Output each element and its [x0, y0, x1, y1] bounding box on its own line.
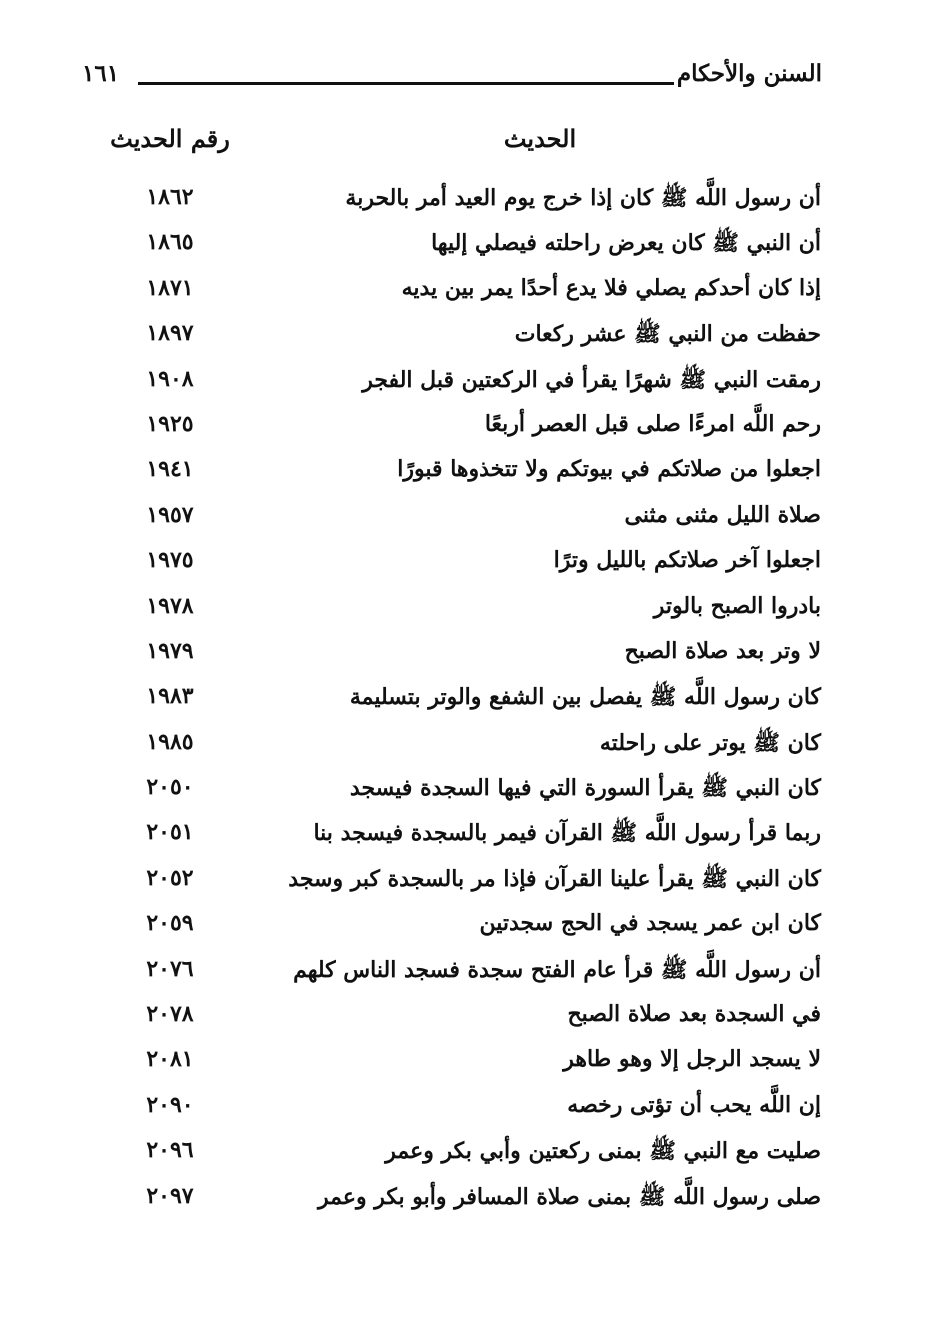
running-title: السنن والأحكام: [676, 60, 822, 87]
page-number: ١٦١: [82, 60, 120, 87]
table-row: [0, 723, 925, 768]
hadith-text: أن رسول اللَّه ﷺ قرأ عام الفتح سجدة فسجد الناس كلهم: [293, 956, 821, 983]
table-row: [0, 269, 925, 314]
hadith-text: في السجدة بعد صلاة الصبح: [567, 1001, 821, 1028]
hadith-text: حفظت من النبي ﷺ عشر ركعات: [514, 321, 821, 348]
column-header-hadith: الحديث: [503, 124, 577, 153]
table-row: [0, 450, 925, 495]
table-row: [0, 950, 925, 995]
hadith-text: كان النبي ﷺ يقرأ السورة التي فيها السجدة فيسجد: [349, 775, 821, 802]
hadith-number: ١٩٧٩: [146, 637, 194, 664]
hadith-text: أن النبي ﷺ كان يعرض راحلته فيصلي إليها: [431, 230, 821, 257]
column-header-number: رقم الحديث: [110, 124, 230, 153]
table-row: [0, 178, 925, 223]
hadith-number: ١٩٤١: [146, 456, 194, 483]
hadith-text: كان النبي ﷺ يقرأ علينا القرآن فإذا مر بالسجدة كبر وسجد: [288, 865, 821, 892]
table-row: [0, 1131, 925, 1176]
table-row: [0, 1177, 925, 1222]
hadith-number: ١٩٢٥: [146, 410, 194, 437]
table-row: [0, 1040, 925, 1085]
hadith-number: ٢٠٨١: [146, 1046, 194, 1073]
hadith-number: ٢٠٧٨: [146, 1001, 194, 1028]
hadith-text: كان ابن عمر يسجد في الحج سجدتين: [479, 910, 821, 937]
table-row: [0, 541, 925, 586]
hadith-number: ١٩٠٨: [146, 365, 194, 392]
hadith-text: أن رسول اللَّه ﷺ كان إذا خرج يوم العيد أمر بالحربة: [345, 185, 821, 211]
hadith-number: ٢٠٧٦: [146, 955, 194, 982]
table-row: [0, 223, 925, 268]
hadith-number: ٢٠٥٠: [146, 774, 194, 801]
hadith-text: صلاة الليل مثنى مثنى: [624, 501, 821, 528]
hadith-number: ٢٠٥٢: [146, 864, 194, 891]
hadith-number: ٢٠٩٧: [146, 1182, 194, 1209]
hadith-text: إن اللَّه يحب أن تؤتى رخصه: [567, 1091, 821, 1118]
hadith-text: رحم اللَّه امرءًا صلى قبل العصر أربعًا: [484, 410, 821, 437]
hadith-number: ٢٠٥١: [146, 819, 194, 846]
hadith-text: رمقت النبي ﷺ شهرًا يقرأ في الركعتين قبل الفجر: [362, 366, 821, 393]
running-header: [82, 58, 822, 98]
hadith-text: اجعلوا من صلاتكم في بيوتكم ولا تتخذوها قبورًا: [397, 456, 821, 483]
table-row: [0, 904, 925, 949]
hadith-number: ١٩٨٥: [146, 728, 194, 755]
hadith-number: ٢٠٩٠: [146, 1091, 194, 1118]
hadith-text: لا وتر بعد صلاة الصبح: [624, 637, 821, 664]
table-row: [0, 677, 925, 722]
hadith-index-table: [0, 178, 925, 1222]
table-row: [0, 314, 925, 359]
hadith-number: ١٨٧١: [146, 274, 194, 301]
hadith-text: صليت مع النبي ﷺ بمنى ركعتين وأبي بكر وعمر: [385, 1138, 821, 1165]
table-row: [0, 496, 925, 541]
table-row: [0, 405, 925, 450]
table-row: [0, 632, 925, 677]
hadith-text: كان ﷺ يوتر على راحلته: [599, 729, 821, 756]
table-row: [0, 360, 925, 405]
table-row: [0, 995, 925, 1040]
table-row: [0, 1086, 925, 1131]
hadith-number: ١٨٦٥: [146, 229, 194, 256]
header-rule: [138, 82, 674, 85]
hadith-number: ١٩٥٧: [146, 501, 194, 528]
hadith-number: ٢٠٥٩: [146, 910, 194, 937]
table-row: [0, 813, 925, 858]
hadith-number: ١٨٦٢: [146, 184, 194, 210]
hadith-text: لا يسجد الرجل إلا وهو طاهر: [563, 1046, 821, 1073]
hadith-text: اجعلوا آخر صلاتكم بالليل وترًا: [553, 547, 821, 574]
hadith-text: إذا كان أحدكم يصلي فلا يدع أحدًا يمر بين يديه: [401, 274, 821, 301]
hadith-number: ١٩٧٨: [146, 592, 194, 619]
table-row: [0, 587, 925, 632]
hadith-number: ١٨٩٧: [146, 320, 194, 347]
hadith-text: صلى رسول اللَّه ﷺ بمنى صلاة المسافر وأبو بكر وعمر: [317, 1183, 821, 1210]
hadith-number: ١٩٧٥: [146, 547, 194, 574]
hadith-text: ربما قرأ رسول اللَّه ﷺ القرآن فيمر بالسجدة فيسجد بنا: [313, 820, 821, 847]
hadith-text: بادروا الصبح بالوتر: [653, 592, 821, 619]
table-row: [0, 768, 925, 813]
table-header: [0, 124, 925, 164]
table-row: [0, 859, 925, 904]
hadith-text: كان رسول اللَّه ﷺ يفصل بين الشفع والوتر بتسليمة: [349, 684, 821, 711]
hadith-number: ٢٠٩٦: [146, 1137, 194, 1164]
hadith-number: ١٩٨٣: [146, 683, 194, 710]
